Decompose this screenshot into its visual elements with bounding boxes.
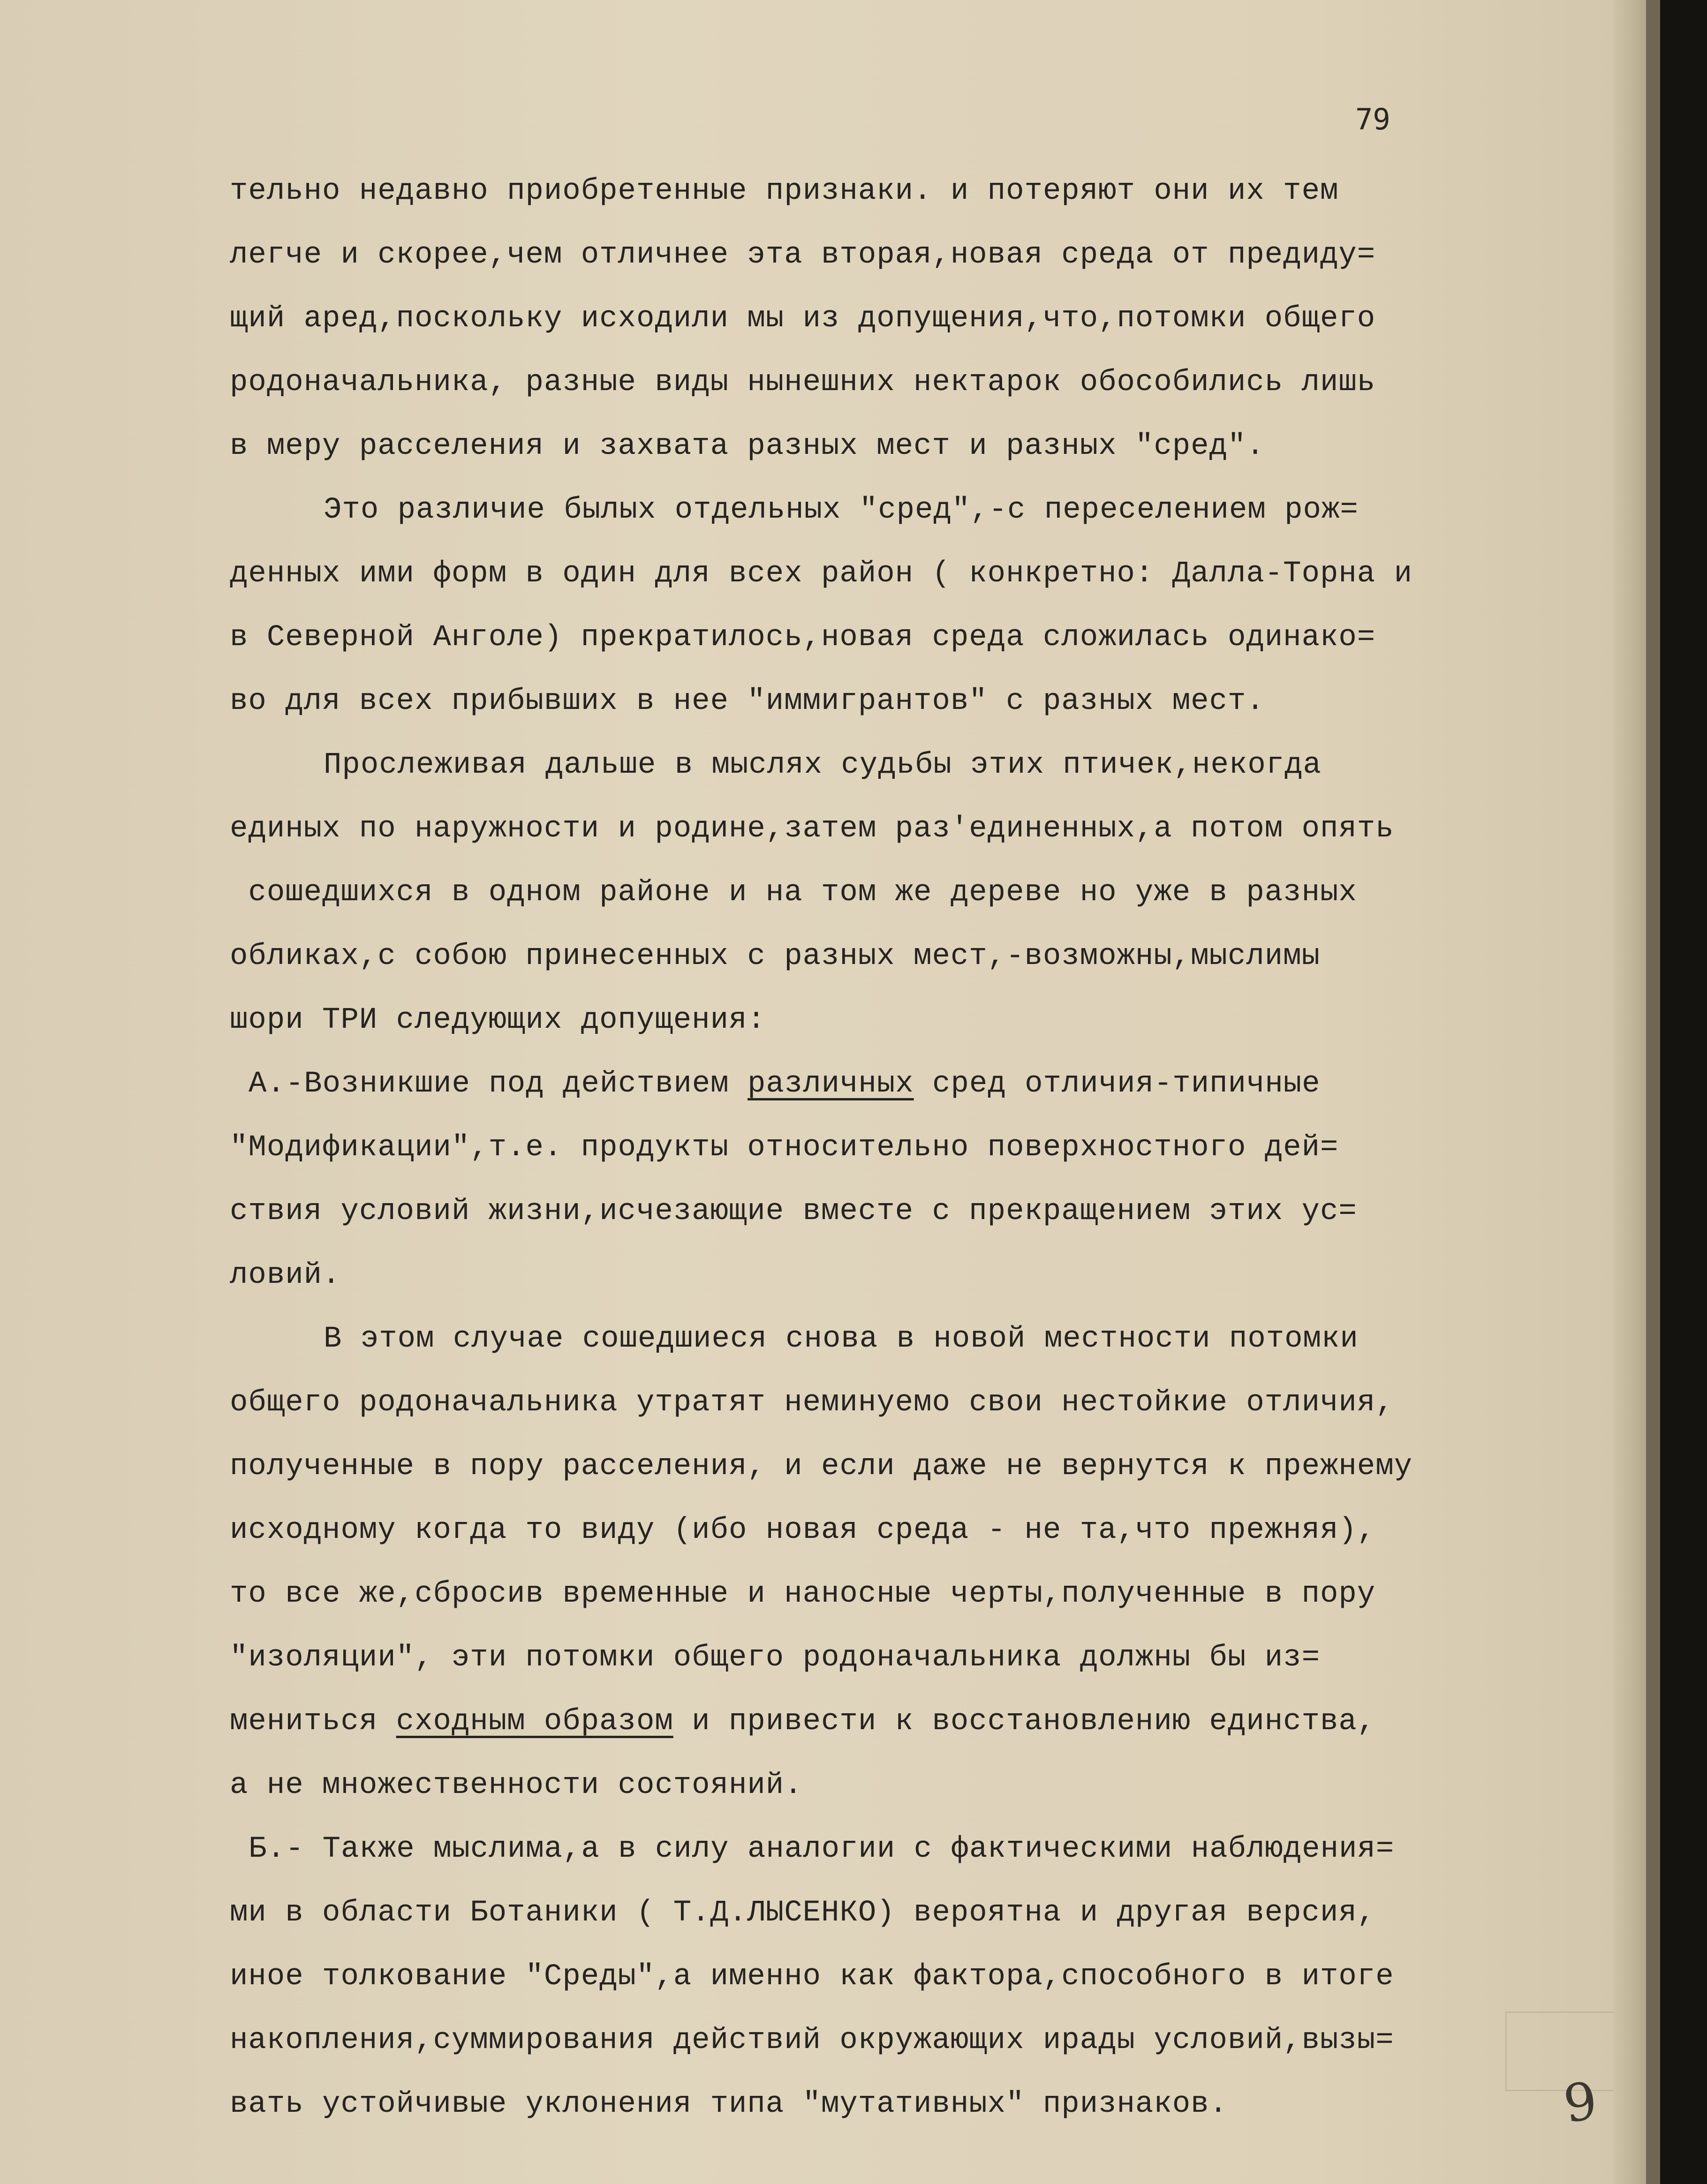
- text-line: денных ими форм в один для всех район ( конкретно: Далла-Торна и: [230, 557, 1412, 591]
- text-line: легче и скорее,чем отличнее эта вторая,новая среда от предиду=: [230, 238, 1376, 272]
- text-line: шори ТРИ следующих допущения:: [230, 1003, 766, 1037]
- text-line: обликах,с собою принесенных с разных мест,-возможны,мыслимы: [230, 940, 1320, 973]
- text-line: В этом случае сошедшиеся снова в новой местности потомки: [324, 1322, 1359, 1356]
- text-line: во для всех прибывших в нее "иммигрантов" с разных мест.: [230, 685, 1265, 718]
- text-line: Прослеживая дальше в мыслях судьбы этих птичек,некогда: [324, 748, 1322, 782]
- underlined-phrase: различных: [747, 1067, 914, 1101]
- text-line: исходному когда то виду (ибо новая среда - не та,что прежняя),: [230, 1514, 1376, 1547]
- text-line: вать устойчивые уклонения типа "мутативных" признаков.: [230, 2087, 1228, 2121]
- text-line: в Северной Анголе) прекратилось,новая среда сложилась одинако=: [230, 621, 1376, 655]
- text-line: "Модификации",т.е. продукты относительно поверхностного дей=: [230, 1131, 1339, 1165]
- typed-text-body: [230, 159, 1590, 2136]
- text-line: ми в области Ботаники ( Т.Д.ЛЫСЕНКО) вероятна и другая версия,: [230, 1896, 1376, 1930]
- text-line: мениться сходным образом и привести к восстановлению единства,: [230, 1705, 1376, 1739]
- sheet-number-handwritten: 9: [1560, 2070, 1601, 2135]
- text-line: "изоляции", эти потомки общего родоначальника должны бы из=: [230, 1641, 1320, 1675]
- text-line: родоначальника, разные виды нынешних нектарок обособились лишь: [230, 366, 1376, 399]
- page-edge-shadow: [1646, 0, 1660, 2184]
- text-line: общего родоначальника утратят неминуемо свои нестойкие отличия,: [230, 1386, 1394, 1420]
- background-binding: [1660, 0, 1707, 2184]
- text-line-item-b: Б.- Также мыслима,а в силу аналогии с фактическими наблюдения=: [249, 1832, 1395, 1866]
- text-line: в меру расселения и захвата разных мест и разных "сред".: [230, 429, 1265, 463]
- text-line: ловий.: [230, 1258, 341, 1292]
- text-line: то все же,сбросив временные и наносные черты,полученные в пору: [230, 1577, 1376, 1611]
- underlined-phrase: сходным образом: [396, 1705, 673, 1739]
- text-line: щий аред,поскольку исходили мы из допущения,что,потомки общего: [230, 302, 1376, 336]
- text-line-item-a: А.-Возникшие под действием различных сред отличия-типичные: [249, 1067, 1321, 1101]
- text-line: а не множественности состояний.: [230, 1769, 803, 1802]
- text-line: единых по наружности и родине,затем раз'единенных,а потом опять: [230, 812, 1394, 846]
- page-number: 79: [1355, 102, 1390, 136]
- text-line: тельно недавно приобретенные признаки. и потеряют они их тем: [230, 174, 1339, 208]
- text-line: полученные в пору расселения, и если даже не вернутся к прежнему: [230, 1450, 1412, 1484]
- text-line: Это различие былых отдельных "сред",-с переселением рож=: [324, 493, 1359, 527]
- text-line: сошедшихся в одном районе и на том же дереве но уже в разных: [230, 876, 1357, 910]
- text-line: иное толкование "Среды",а именно как фактора,способного в итоге: [230, 1960, 1394, 1994]
- text-line: ствия условий жизни,исчезающие вместе с прекращением этих ус=: [230, 1195, 1357, 1228]
- text-line: накопления,суммирования действий окружающих ирады условий,вызы=: [230, 2024, 1394, 2057]
